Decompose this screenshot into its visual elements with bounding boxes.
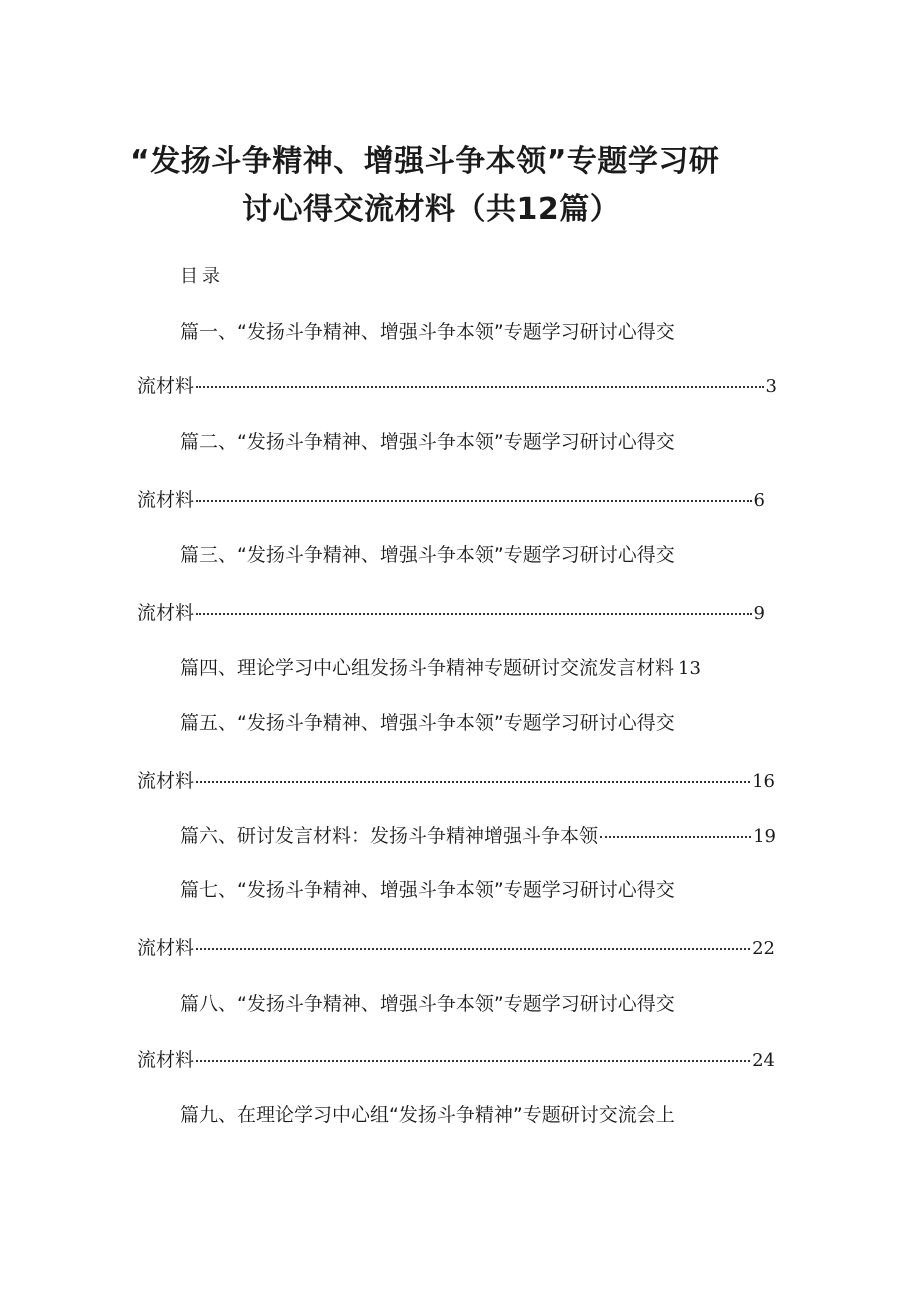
toc-entry-text: 篇八、“发扬斗争精神、增强斗争本领”专题学习研讨心得交 [180, 993, 675, 1015]
toc-entry-text: 篇九、在理论学习中心组“发扬斗争精神”专题研讨交流会上 [180, 1104, 675, 1126]
dot-leader [196, 500, 752, 502]
toc-page-number: 13 [678, 658, 701, 679]
toc-entry-2-continuation[interactable] [137, 486, 765, 515]
toc-entry-5[interactable] [180, 709, 675, 737]
dot-leader [196, 1060, 750, 1062]
toc-page-number: 22 [752, 938, 775, 959]
toc-entry-text: 篇五、“发扬斗争精神、增强斗争本领”专题学习研讨心得交 [180, 712, 675, 734]
toc-page-number: 3 [765, 376, 777, 397]
toc-entry-text: 篇四、理论学习中心组发扬斗争精神专题研讨交流发言材料 [180, 657, 675, 679]
document-title [130, 138, 790, 234]
toc-entry-cont: 流材料 [137, 489, 195, 511]
toc-entry-text: 篇六、研讨发言材料：发扬斗争精神增强斗争本领 [180, 825, 599, 847]
toc-entry-1[interactable] [180, 318, 675, 346]
title-line-2: 讨心得交流材料（共12篇） [242, 192, 621, 227]
dot-leader [196, 386, 764, 388]
toc-entry-2[interactable] [180, 428, 675, 456]
dot-leader [196, 948, 750, 950]
toc-page-number: 24 [752, 1050, 775, 1071]
toc-entry-7[interactable] [180, 876, 675, 904]
toc-entry-cont: 流材料 [137, 937, 195, 959]
toc-entry-cont: 流材料 [137, 375, 195, 397]
toc-entry-cont: 流材料 [137, 602, 195, 624]
toc-entry-4[interactable] [180, 654, 701, 683]
toc-entry-text: 篇三、“发扬斗争精神、增强斗争本领”专题学习研讨心得交 [180, 544, 675, 566]
title-line-1: “发扬斗争精神、增强斗争本领”专题学习研 [130, 144, 720, 179]
dot-leader [196, 781, 750, 783]
toc-entry-8[interactable] [180, 990, 675, 1018]
toc-entry-text: 篇二、“发扬斗争精神、增强斗争本领”专题学习研讨心得交 [180, 431, 675, 453]
toc-entry-7-continuation[interactable] [137, 934, 775, 963]
toc-page-number: 16 [752, 771, 775, 792]
toc-page-number: 19 [753, 826, 776, 847]
toc-entry-3[interactable] [180, 541, 675, 569]
toc-entry-text: 篇一、“发扬斗争精神、增强斗争本领”专题学习研讨心得交 [180, 321, 675, 343]
toc-page-number: 6 [753, 490, 765, 511]
dot-leader [196, 613, 752, 615]
toc-entry-5-continuation[interactable] [137, 767, 775, 796]
dot-leader [600, 836, 751, 838]
toc-entry-cont: 流材料 [137, 770, 195, 792]
toc-heading: 目录 [180, 266, 224, 287]
toc-entry-text: 篇七、“发扬斗争精神、增强斗争本领”专题学习研讨心得交 [180, 879, 675, 901]
toc-entry-cont: 流材料 [137, 1049, 195, 1071]
toc-entry-6[interactable] [180, 822, 776, 851]
toc-page-number: 9 [753, 603, 765, 624]
toc-entry-1-continuation[interactable] [137, 372, 777, 401]
toc-entry-3-continuation[interactable] [137, 599, 765, 628]
toc-entry-9[interactable] [180, 1101, 675, 1129]
toc-entry-8-continuation[interactable] [137, 1046, 775, 1075]
